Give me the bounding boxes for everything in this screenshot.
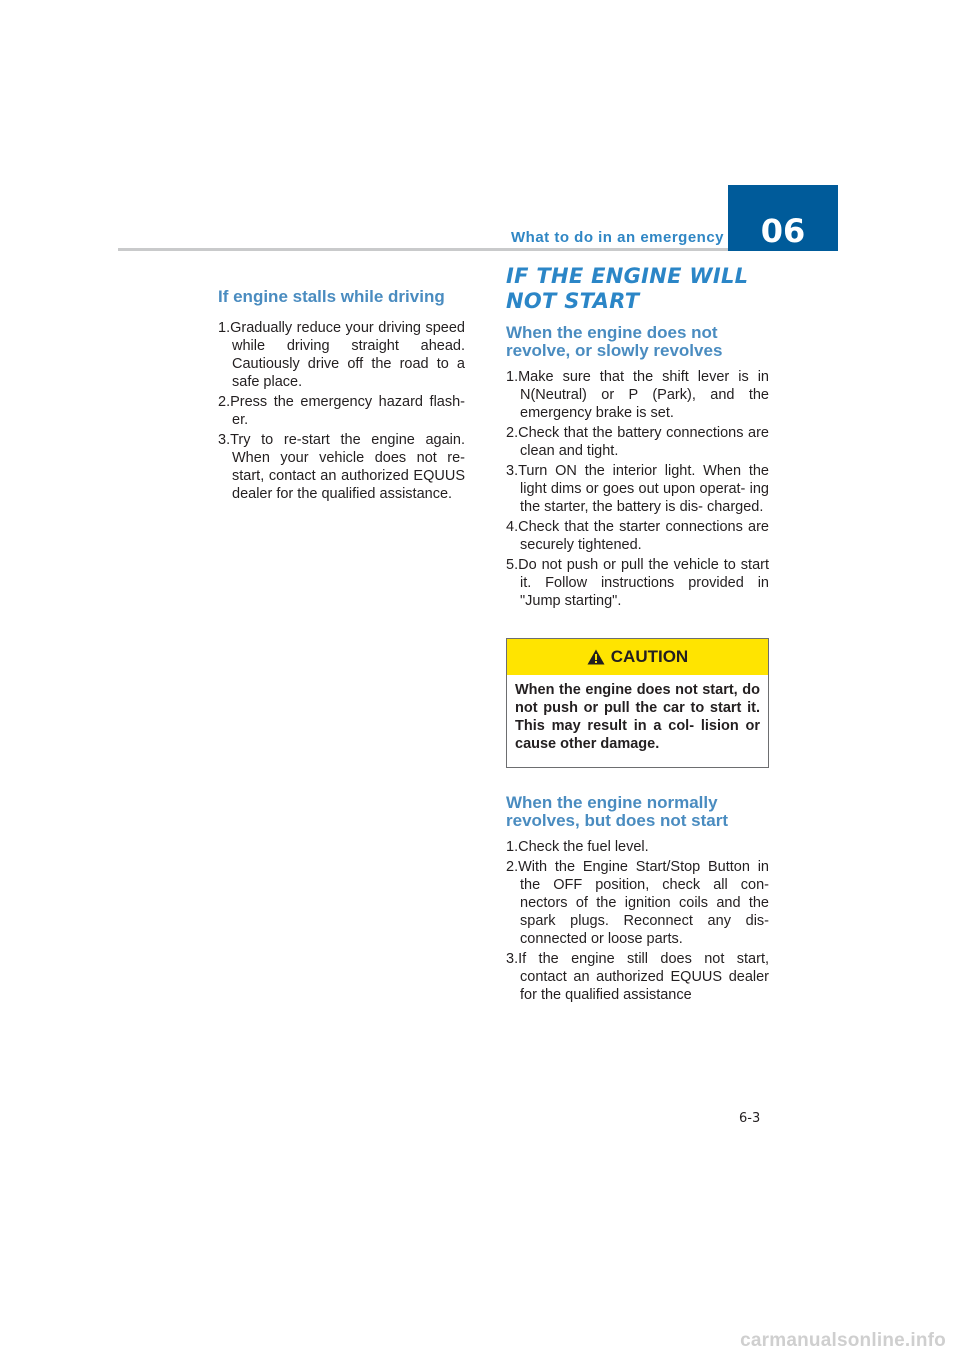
- left-column: [218, 288, 465, 505]
- caution-label: CAUTION: [610, 647, 689, 666]
- list-item: 3.If the engine still does not start, contact an authorized EQUUS dealer for the qualified assistance: [506, 951, 769, 1003]
- list-item: 3.Turn ON the interior light. When the light dims or goes out upon operat- ing the starter, the battery is dis- charged.: [506, 463, 769, 515]
- watermark: carmanualsonline.info: [740, 1330, 946, 1351]
- stall-subhead: If engine stalls while driving: [218, 287, 445, 306]
- list-item: 4.Check that the starter connections are securely tightened.: [506, 519, 769, 553]
- list-item: 1.Check the fuel level.: [506, 839, 649, 855]
- chapter-tab: [728, 185, 838, 251]
- list-item: 2.With the Engine Start/Stop Button in the OFF position, check all con- nectors of the ignition coils and the spark plugs. Reconnect any dis- connected or loose parts.: [506, 859, 769, 947]
- section-title: IF THE ENGINE WILL NOT START: [506, 264, 749, 313]
- right-column: [506, 264, 769, 1006]
- list-item: 5.Do not push or pull the vehicle to start it. Follow instructions provided in "Jump starting".: [506, 557, 769, 609]
- no-revolve-subhead: When the engine does not revolve, or slowly revolves: [506, 323, 723, 360]
- caution-header: [507, 639, 768, 675]
- running-header: What to do in an emergency: [511, 229, 725, 246]
- caution-box: [506, 638, 769, 768]
- no-start-subhead: When the engine normally revolves, but does not start: [506, 793, 728, 830]
- no-start-steps: [506, 838, 769, 1004]
- no-revolve-steps: [506, 368, 769, 610]
- warning-triangle-icon: [587, 649, 605, 665]
- caution-text: When the engine does not start, do not push or pull the car to start it. This may result in a col- lision or cause other damage.: [515, 682, 760, 752]
- stall-steps: [218, 319, 465, 503]
- chapter-number: 06: [760, 212, 806, 250]
- list-item: 1.Gradually reduce your driving speed while driving straight ahead. Cautiously drive off the road to a safe place.: [218, 320, 465, 390]
- list-item: 1.Make sure that the shift lever is in N(Neutral) or P (Park), and the emergency brake is set.: [506, 369, 769, 421]
- page-number: 6-3: [739, 1111, 761, 1126]
- list-item: 3.Try to re-start the engine again. When your vehicle does not re- start, contact an authorized EQUUS dealer for the qualified assistance.: [218, 432, 465, 502]
- list-item: 2.Press the emergency hazard flash- er.: [218, 394, 465, 428]
- list-item: 2.Check that the battery connections are clean and tight.: [506, 425, 769, 459]
